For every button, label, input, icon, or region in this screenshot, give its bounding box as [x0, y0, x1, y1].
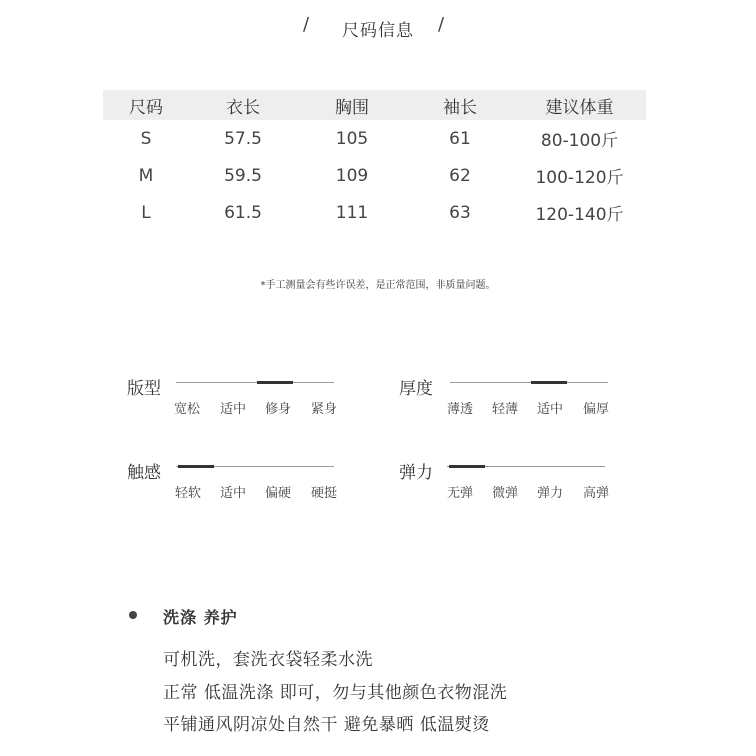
- table-cell-sleeve: 61: [449, 128, 471, 149]
- table-cell-sleeve: 62: [449, 165, 471, 186]
- fit-scale-indicator: [257, 381, 293, 384]
- thickness-option: 轻薄: [491, 402, 518, 417]
- touch-scale-indicator: [178, 465, 214, 468]
- bullet-icon: [129, 611, 137, 619]
- table-cell-weight: 120-140斤: [535, 205, 624, 225]
- table-cell-length: 61.5: [224, 202, 262, 223]
- elasticity-option: 微弹: [491, 486, 518, 501]
- table-cell-length: 57.5: [224, 128, 262, 149]
- thickness-scale-indicator: [531, 381, 567, 384]
- thickness-option: 适中: [536, 402, 563, 417]
- thickness-option: 薄透: [446, 402, 473, 417]
- care-title: 洗涤 养护: [163, 608, 238, 627]
- column-header-weight: 建议体重: [545, 97, 614, 118]
- measurement-note: *手工测量会有些许误差，是正常范围，非质量问题。: [260, 280, 496, 291]
- care-instruction: 正常 低温洗涤 即可，勿与其他颜色衣物混洗: [163, 683, 508, 703]
- table-cell-weight: 100-120斤: [535, 168, 624, 188]
- touch-option: 硬挺: [310, 486, 337, 501]
- table-cell-length: 59.5: [224, 165, 262, 186]
- attr-label-elasticity: 弹力: [399, 463, 433, 483]
- fit-option: 适中: [219, 402, 246, 417]
- column-header-chest: 胸围: [335, 97, 369, 118]
- table-row: [103, 157, 646, 194]
- care-instruction: 平铺通风阴凉处自然干 避免暴晒 低温熨烫: [163, 715, 490, 735]
- table-cell-size: L: [141, 202, 151, 223]
- table-cell-chest: 105: [335, 128, 369, 149]
- page-title: 尺码信息: [342, 21, 414, 41]
- fit-option: 紧身: [310, 402, 337, 417]
- column-header-size: 尺码: [129, 97, 163, 118]
- attr-label-touch: 触感: [127, 463, 161, 483]
- fit-option: 宽松: [173, 402, 200, 417]
- header-slash-right: /: [438, 14, 445, 35]
- size-table: [103, 90, 646, 231]
- table-cell-chest: 109: [335, 165, 369, 186]
- elasticity-option: 高弹: [582, 486, 609, 501]
- fit-option: 修身: [264, 402, 291, 417]
- touch-option: 轻软: [174, 486, 201, 501]
- table-cell-sleeve: 63: [449, 202, 471, 223]
- thickness-scale-track: [450, 382, 608, 383]
- table-row: [103, 120, 646, 157]
- attr-label-fit: 版型: [127, 379, 161, 399]
- column-header-length: 衣长: [226, 97, 260, 118]
- table-cell-chest: 111: [335, 202, 369, 223]
- elasticity-scale-indicator: [449, 465, 485, 468]
- column-header-sleeve: 袖长: [443, 97, 477, 118]
- attr-label-thickness: 厚度: [399, 379, 433, 399]
- touch-option: 偏硬: [264, 486, 291, 501]
- table-row: [103, 194, 646, 231]
- table-cell-size: M: [138, 165, 154, 186]
- fit-scale-track: [176, 382, 334, 383]
- table-cell-weight: 80-100斤: [540, 131, 619, 151]
- elasticity-option: 弹力: [536, 486, 563, 501]
- elasticity-option: 无弹: [446, 486, 473, 501]
- header-slash-left: /: [303, 14, 310, 35]
- thickness-option: 偏厚: [582, 402, 609, 417]
- care-instruction: 可机洗，套洗衣袋轻柔水洗: [163, 650, 373, 670]
- table-cell-size: S: [140, 128, 152, 149]
- touch-option: 适中: [219, 486, 246, 501]
- size-table-header: [103, 90, 646, 120]
